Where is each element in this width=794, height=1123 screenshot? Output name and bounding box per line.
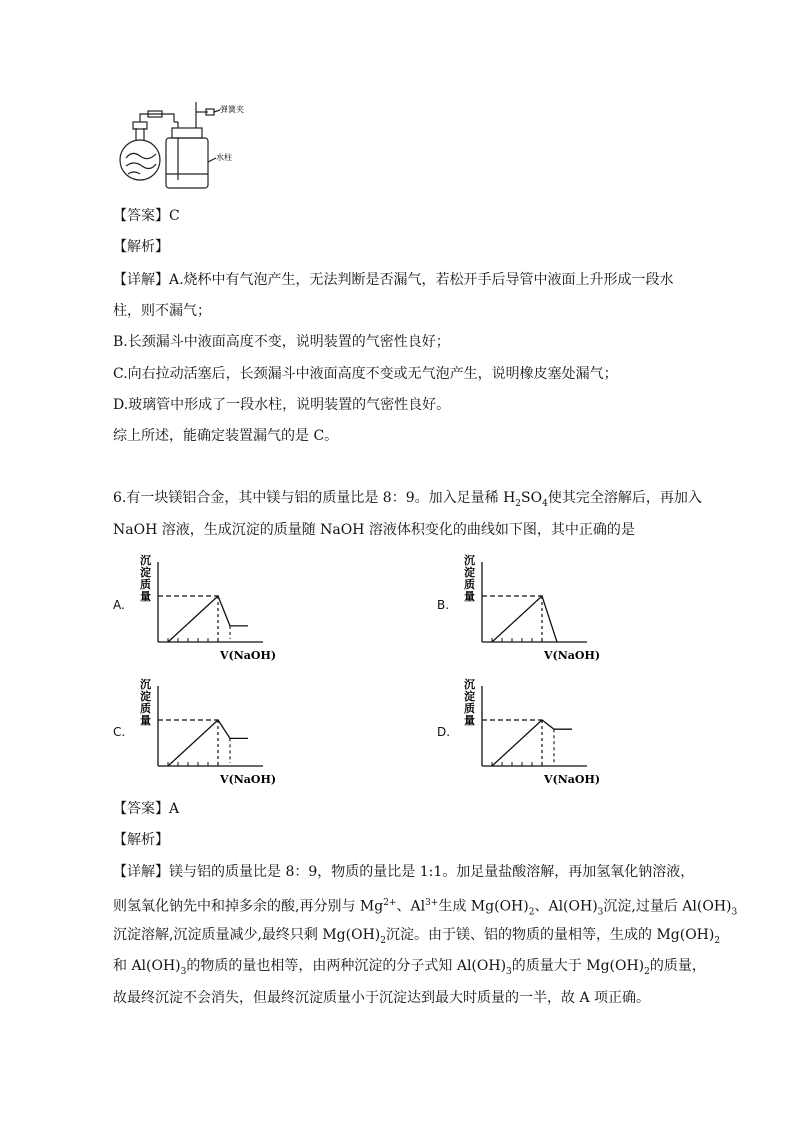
option-b-graph	[462, 552, 612, 662]
option-c-graph	[138, 676, 288, 786]
q6-detail-line: 和 $Al(OH)_3$的物质的量也相等，由两种沉淀的分子式知 $Al(OH)_3$的质量大于 $Mg(OH)_2$的质量，	[113, 958, 706, 977]
y-axis-label-char: 淀	[464, 566, 475, 579]
y-axis-label-char: 淀	[140, 566, 151, 579]
x-axis-label: V(NaOH)	[544, 649, 601, 662]
q6-detail-line: 沉淀溶解,沉淀质量减少,最终只剩 $Mg(OH)_2$沉淀。由于镁、铝的物质的量相等，生成的 $Mg(OH)_2$	[113, 927, 721, 946]
apparatus-diagram	[112, 100, 252, 195]
precipitate-curve	[168, 720, 248, 766]
q6-answer: 【答案】A	[113, 801, 180, 817]
x-axis-label: V(NaOH)	[220, 773, 277, 786]
precipitate-curve	[492, 720, 572, 766]
option-c-letter: C.	[113, 725, 126, 739]
y-axis-label-char: 量	[140, 590, 151, 603]
precipitate-curve	[492, 596, 557, 642]
option-a-graph	[138, 552, 288, 662]
q5-detail-line: D.玻璃管中形成了一段水柱，说明装置的气密性良好。	[113, 397, 451, 413]
y-axis-label-char: 沉	[140, 554, 151, 567]
q6-detail-line: 故最终沉淀不会消失，但最终沉淀质量小于沉淀达到最大时质量的一半，故 A 项正确。	[113, 990, 651, 1006]
q5-detail-line: C.向右拉动活塞后，长颈漏斗中液面高度不变或无气泡产生，说明橡皮塞处漏气；	[113, 366, 618, 382]
q5-detail-line: 柱，则不漏气；	[113, 303, 211, 319]
q6-detail-line: 则氢氧化钠先中和掉多余的酸,再分别与 $Mg^{2+}$、$Al^{3+}$生成 $Mg(OH)_2$、$Al(OH)_3$沉淀,过量后 $Al(OH)_3$	[113, 898, 738, 918]
q6-analysis-heading: 【解析】	[113, 832, 169, 848]
y-axis-label-char: 质	[464, 702, 475, 715]
option-d-graph	[462, 676, 612, 786]
y-axis-label-char: 沉	[140, 678, 151, 691]
x-axis-label: V(NaOH)	[220, 649, 277, 662]
y-axis-label-char: 量	[464, 590, 475, 603]
x-axis-label: V(NaOH)	[544, 773, 601, 786]
option-b-letter: B.	[437, 598, 450, 612]
q5-answer: 【答案】C	[113, 208, 180, 224]
y-axis-label-char: 量	[140, 714, 151, 727]
y-axis-label-char: 淀	[140, 690, 151, 703]
q5-analysis-heading: 【解析】	[113, 239, 169, 255]
clamp-label: 弹簧夹	[220, 105, 244, 114]
q6-stem-line: NaOH 溶液，生成沉淀的质量随 NaOH 溶液体积变化的曲线如下图，其中正确的是	[113, 522, 635, 538]
q6-detail-line: 【详解】镁与铝的质量比是 8：9，物质的量比是 1:1。加足量盐酸溶解，再加氢氧化钠溶液，	[113, 864, 695, 880]
y-axis-label-char: 质	[140, 702, 151, 715]
y-axis-label-char: 淀	[464, 690, 475, 703]
option-d-letter: D.	[437, 725, 451, 739]
y-axis-label-char: 沉	[464, 554, 475, 567]
y-axis-label-char: 质	[140, 578, 151, 591]
q5-detail-line: B.长颈漏斗中液面高度不变，说明装置的气密性良好；	[113, 334, 450, 350]
q6-stem-line: 6.有一块镁铝合金，其中镁与铝的质量比是 8：9。加入足量稀 $H_2SO_4$使其完全溶解后，再加入	[113, 490, 702, 509]
y-axis-label-char: 质	[464, 578, 475, 591]
option-a-letter: A.	[113, 598, 125, 612]
y-axis-label-char: 量	[464, 714, 475, 727]
y-axis-label-char: 沉	[464, 678, 475, 691]
water-column-label: 水柱	[216, 153, 232, 162]
precipitate-curve	[168, 596, 248, 642]
q5-summary: 综上所述，能确定装置漏气的是 C。	[113, 428, 339, 444]
q5-detail-line: 【详解】A.烧杯中有气泡产生，无法判断是否漏气，若松开手后导管中液面上升形成一段水	[113, 272, 674, 288]
